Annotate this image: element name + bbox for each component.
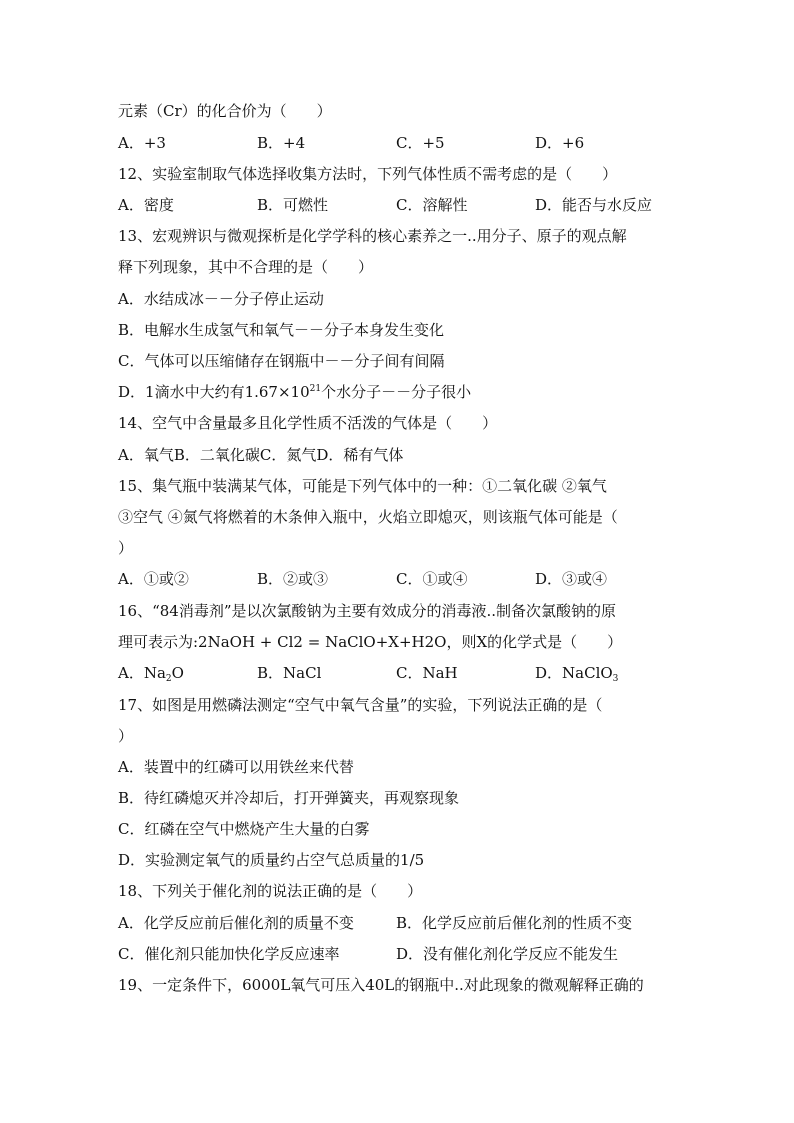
text: 15、集气瓶中装满某气体，可能是下列气体中的一种：①二氧化碳 ②氧气: [118, 477, 607, 495]
question-19-stem: [118, 973, 644, 997]
text: D．NaClO: [535, 664, 613, 682]
text: 12、实验室制取气体选择收集方法时，下列气体性质不需考虑的是（ ）: [118, 165, 618, 183]
question-11-stem-tail: [118, 99, 332, 123]
text: A．水结成冰－－分子停止运动: [118, 290, 324, 308]
option-a: A．+3: [118, 134, 166, 152]
option-a: A．密度: [118, 196, 174, 214]
exponent: 21: [309, 384, 322, 394]
option-c: C．+5: [396, 134, 445, 152]
question-17-stem: [118, 693, 602, 717]
text: C．红磷在空气中燃烧产生大量的白雾: [118, 820, 370, 838]
question-14-stem: [118, 411, 497, 435]
text: B．NaCl: [257, 664, 322, 682]
subscript: 2: [165, 674, 172, 684]
option-a: A．①或②: [118, 570, 189, 588]
text: A．氧气B．二氧化碳C．氮气D．稀有气体: [118, 446, 404, 464]
text: B．电解水生成氢气和氧气－－分子本身发生变化: [118, 321, 445, 339]
text: ③空气 ④氮气将燃着的木条伸入瓶中，火焰立即熄灭，则该瓶气体可能是（: [118, 508, 618, 526]
subscript: 3: [612, 674, 619, 684]
text: C．气体可以压缩储存在钢瓶中－－分子间有间隔: [118, 352, 445, 370]
option-d: D．能否与水反应: [535, 196, 653, 214]
option-c: [396, 661, 458, 685]
text: 理可表示为:2NaOH + Cl2 = NaClO+X+H2O，则X的化学式是（ ）: [118, 633, 623, 651]
text: 17、如图是用燃磷法测定“空气中氧气含量”的实验，下列说法正确的是（: [118, 696, 603, 714]
question-13-option-b: [118, 318, 444, 342]
question-14-options: [118, 443, 403, 467]
text: 16、“84消毒剂”是以次氯酸钠为主要有效成分的消毒液..制备次氯酸钠的原: [118, 602, 617, 620]
question-13-option-a: [118, 287, 324, 311]
text: 个水分子－－分子很小: [321, 383, 472, 401]
text: 14、空气中含量最多且化学性质不活泼的气体是（ ）: [118, 414, 498, 432]
question-16-stem-cont: [118, 630, 622, 654]
text: 13、宏观辨识与微观探析是化学学科的核心素养之一..用分子、原子的观点解: [118, 227, 627, 245]
question-17-option-a: [118, 755, 354, 779]
question-13-option-d: [118, 380, 471, 404]
text: A．装置中的红磷可以用铁丝来代替: [118, 758, 354, 776]
text: C．NaH: [396, 664, 458, 682]
question-13-stem-cont: [118, 255, 373, 279]
question-13-option-c: [118, 349, 444, 373]
option-b: B．②或③: [257, 570, 329, 588]
text: 元素（Cr）的化合价为（ ）: [118, 102, 332, 120]
question-13-stem: [118, 224, 627, 248]
text: ）: [118, 539, 134, 557]
text: ）: [118, 727, 134, 745]
text: D．实验测定氧气的质量约占空气总质量的1/5: [118, 851, 425, 869]
text: 18、下列关于催化剂的说法正确的是（ ）: [118, 882, 423, 900]
question-17-option-d: [118, 848, 424, 872]
option-b: B．可燃性: [257, 196, 329, 214]
text: A．Na: [118, 664, 166, 682]
option-c: C．催化剂只能加快化学反应速率: [118, 945, 340, 963]
option-b: [257, 661, 321, 685]
option-d: D．没有催化剂化学反应不能发生: [396, 945, 619, 963]
option-d: D．+6: [535, 134, 585, 152]
question-15-stem-cont: [118, 505, 618, 529]
text: D．1滴水中大约有1.67×10: [118, 383, 310, 401]
text: B．待红磷熄灭并冷却后，打开弹簧夹，再观察现象: [118, 789, 460, 807]
question-15-stem-end: [118, 536, 133, 560]
option-d: D．③或④: [535, 570, 608, 588]
option-b: B．+4: [257, 134, 306, 152]
question-17-option-c: [118, 817, 369, 841]
option-a: A．化学反应前后催化剂的质量不变: [118, 914, 354, 932]
text: 19、一定条件下，6000L氧气可压入40L的钢瓶中..对此现象的微观解释正确的: [118, 976, 644, 994]
question-18-stem: [118, 879, 422, 903]
option-d: [535, 661, 618, 685]
question-16-stem: [118, 599, 616, 623]
option-c: C．溶解性: [396, 196, 468, 214]
question-17-option-b: [118, 786, 459, 810]
option-c: C．①或④: [396, 570, 468, 588]
option-a: [118, 661, 184, 685]
option-b: B．化学反应前后催化剂的性质不变: [396, 914, 633, 932]
text: O: [171, 664, 184, 682]
question-17-stem-end: [118, 724, 133, 748]
text: 释下列现象，其中不合理的是（ ）: [118, 258, 374, 276]
question-15-stem: [118, 474, 607, 498]
question-12-stem: [118, 162, 617, 186]
